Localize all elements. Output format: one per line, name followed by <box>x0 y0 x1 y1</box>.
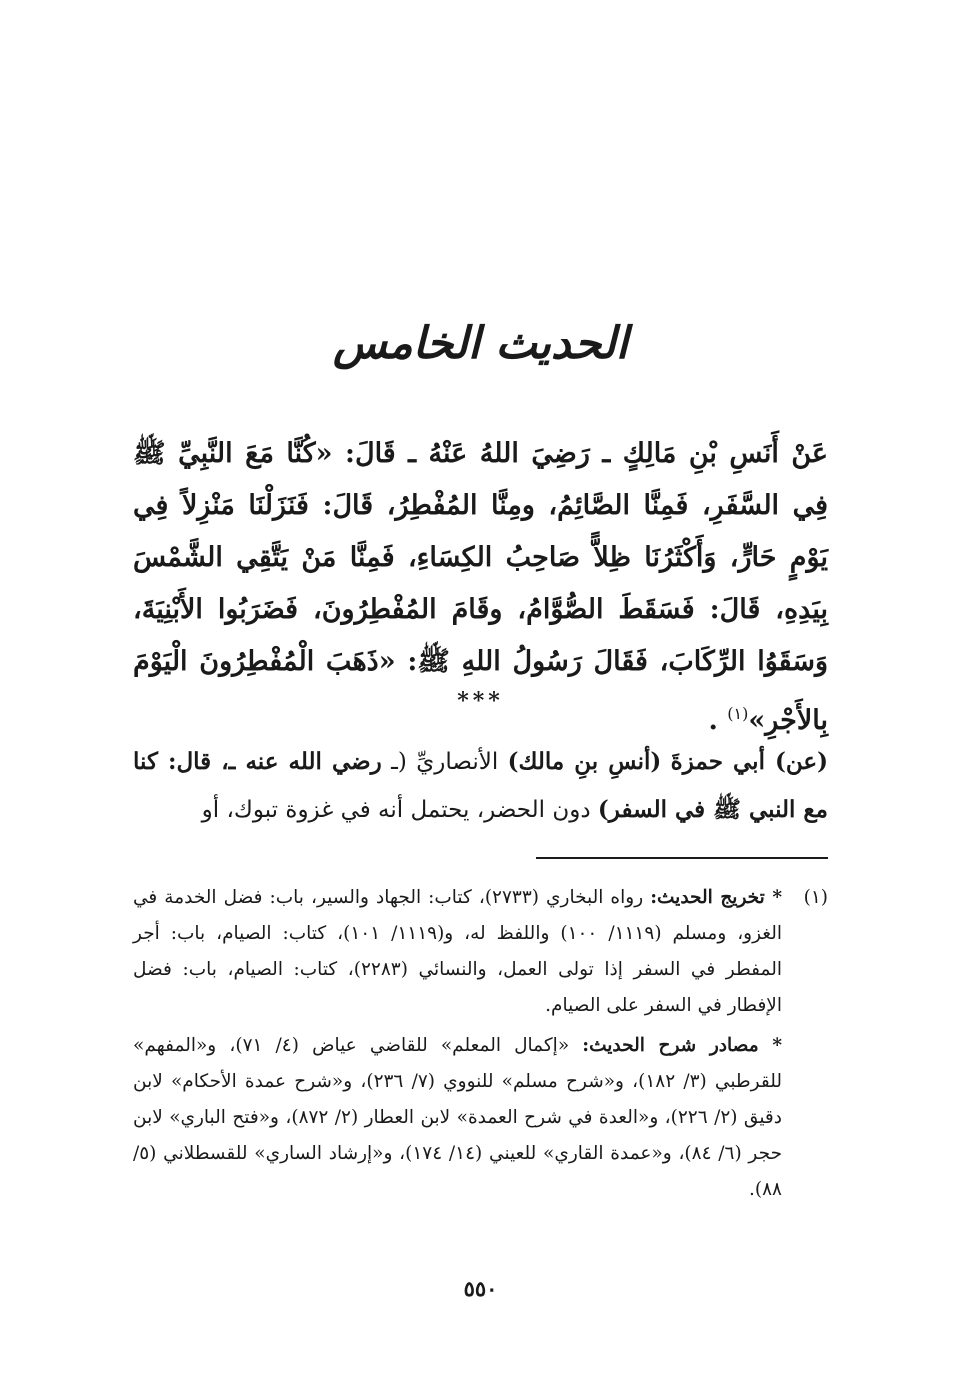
commentary-part-3: الأنصاريِّ (ـ <box>391 749 499 775</box>
hadith-text: عَنْ أَنَسِ بْنِ مَالِكٍ ـ رَضِيَ اللهُ عَنْهُ ـ قَالَ: «كُنَّا مَعَ النَّبِيِّ ﷺ فِي السَّفَرِ، فَمِنَّا الصَّائِمُ، ومِنَّا المُفْطِرُ، قَالَ: فَنَزَلْنَا مَنْزِلاً فِي يَوْمٍ حَارٍّ، وَأَكْثَرُنَا ظِلاًّ صَاحِبُ الكِسَاءِ، فَمِنَّا مَنْ يَتَّقِي الشَّمْسَ بِيَدِهِ، قَالَ: فَسَقَطَ الصُّوَّامُ، وقَامَ المُفْطِرُونَ، فَضَرَبُوا الأَبْنِيَةَ، وَسَقَوُا الرِّكَابَ، فَقَالَ رَسُولُ اللهِ ﷺ: «ذَهَبَ الْمُفْطِرُونَ الْيَوْمَ بِالأَجْرِ» <box>133 438 828 736</box>
footnote-number: (١) <box>803 887 828 908</box>
footnote-1 <box>133 880 828 1208</box>
footnote-sources-text: «إكمال المعلم» للقاضي عياض (٤/ ٧١)، و«المفهم» للقرطبي (٣/ ١٨٢)، و«شرح مسلم» للنووي (٧/ ٢٣٦)، و«شرح عمدة الأحكام» لابن دقيق (٢/ ٢٢٦)، و«العدة في شرح العمدة» لابن العطار (٢/ ٨٧٢)، و«فتح الباري» لابن حجر (٦/ ٨٤)، و«عمدة القاري» للعيني (١٤/ ١٧٤)، و«إرشاد الساري» للقسطلاني (٥/ ٨٨). <box>133 1035 783 1200</box>
footnote-sources-heading: * مصادر شرح الحديث: <box>582 1035 782 1056</box>
footnote-sources <box>133 1028 782 1208</box>
footnotes-block <box>133 880 828 1212</box>
commentary-part-1: (عن) أبي حمزةَ <box>670 748 829 775</box>
footnote-reference: (١) <box>727 704 749 723</box>
chapter-title: الحديث الخامس <box>332 318 628 369</box>
footnote-takhrij-heading: * تخريج الحديث: <box>650 887 783 908</box>
footnote-takhrij-text: رواه البخاري (٢٧٣٣)، كتاب: الجهاد والسير، باب: فضل الخدمة في الغزو، ومسلم (١١١٩/ ١٠٠) واللفظ له، و(١١١٩/ ١٠١)، كتاب: الصيام، باب: أجر المفطر في السفر إذا تولى العمل، والنسائي (٢٢٨٣)، كتاب: الصيام، باب: فضل الإفطار في السفر على الصيام. <box>133 887 783 1016</box>
commentary-part-4: رضي الله عنه ـ، قال: كنا مع النبي ﷺ في السفر) <box>133 748 828 823</box>
commentary-block <box>133 738 828 834</box>
commentary-part-5: دون الحضر، يحتمل أنه في غزوة تبوك، أو <box>201 797 591 823</box>
page-number: ٥٥٠ <box>463 1276 498 1301</box>
hadith-end-mark: . <box>708 705 718 736</box>
footnote-divider <box>536 857 828 859</box>
footnote-takhrij <box>133 880 782 1024</box>
commentary-part-2: (أنسِ بنِ مالك) <box>507 748 662 775</box>
section-separator: *** <box>457 688 504 714</box>
